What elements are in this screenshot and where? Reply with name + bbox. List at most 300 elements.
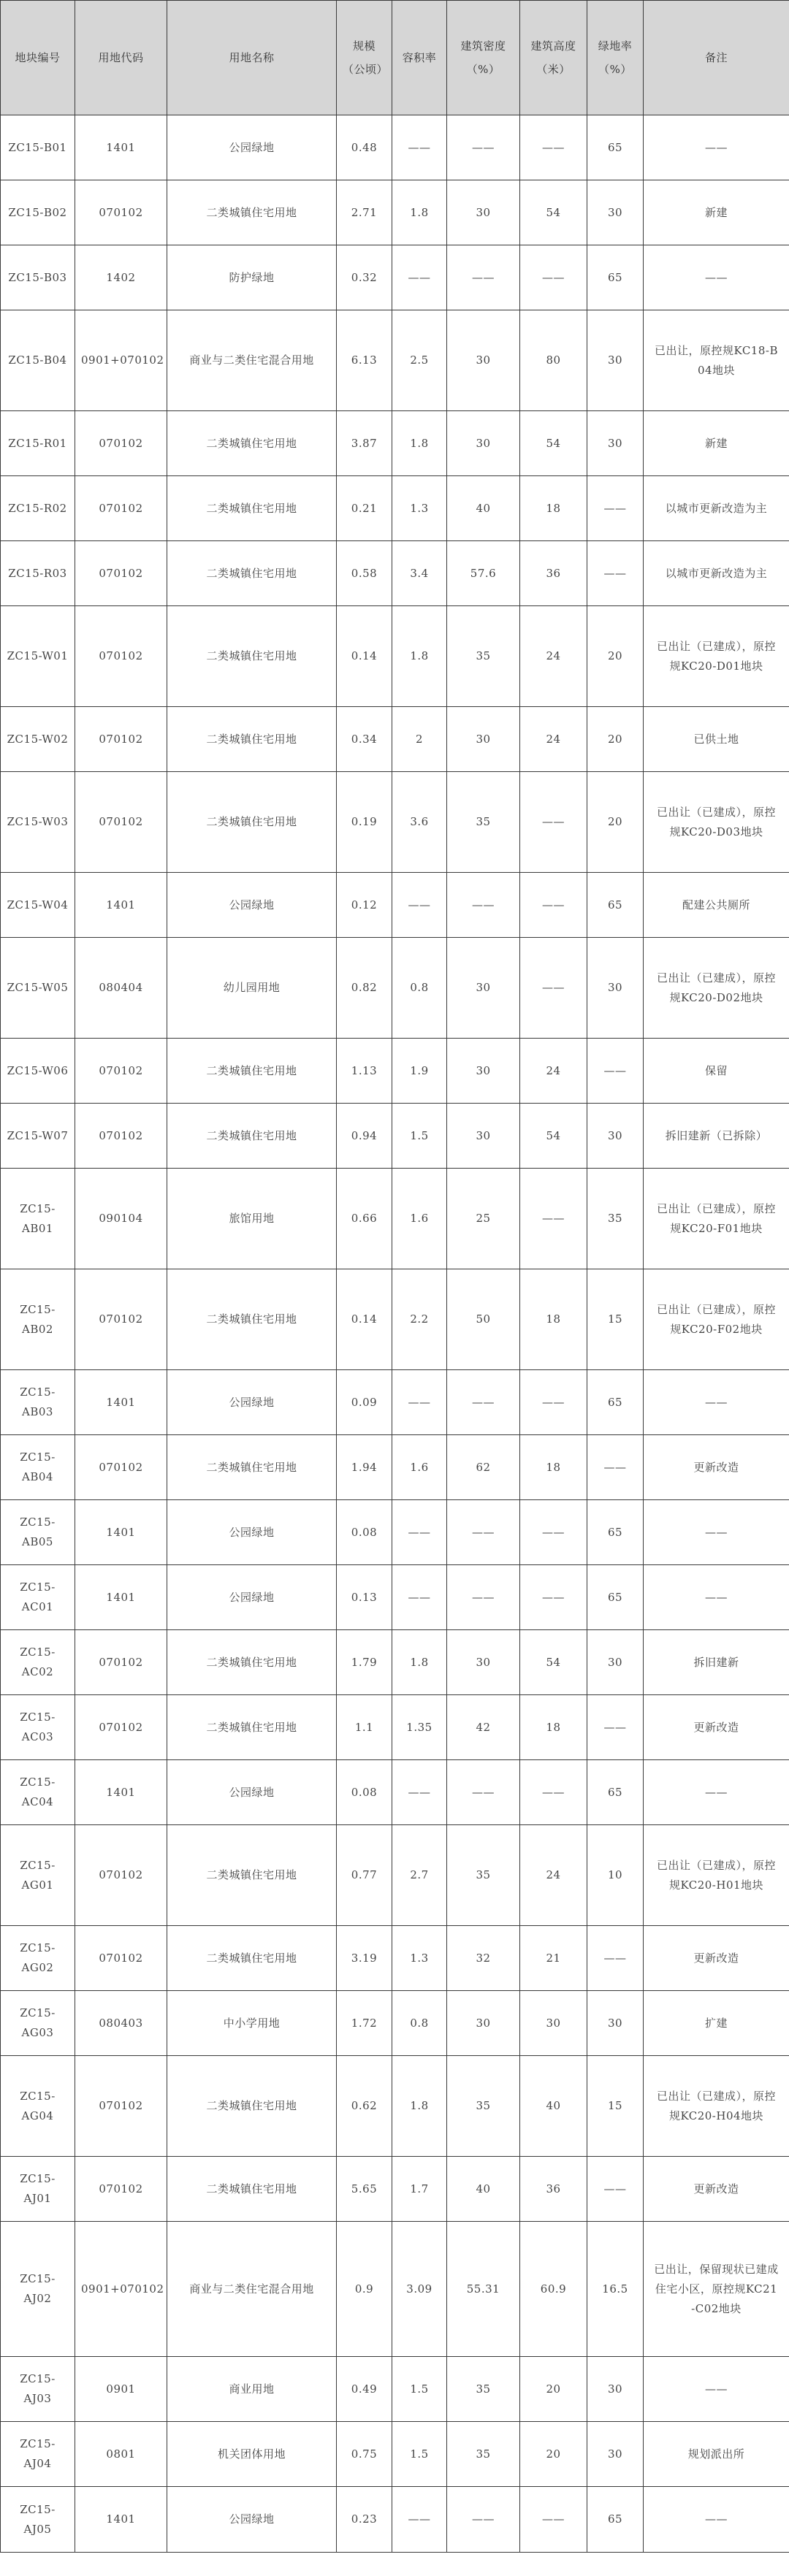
cell-plot-no: ZC15-R02 [1,476,75,541]
cell-area: 0.12 [337,873,392,938]
cell-remark: —— [644,2487,789,2553]
table-row [1,1435,789,1500]
cell-remark: 新建 [644,411,789,476]
table-row [1,115,789,180]
cell-remark: —— [644,115,789,180]
cell-area: 0.75 [337,2422,392,2487]
cell-land-name: 二类城镇住宅用地 [167,1630,337,1695]
cell-height: 30 [520,1991,587,2056]
cell-land-code: 0801 [75,2422,167,2487]
table-row [1,938,789,1039]
cell-land-code: 1401 [75,1565,167,1630]
cell-remark: 更新改造 [644,1926,789,1991]
table-row [1,2487,789,2553]
cell-far: —— [392,115,447,180]
cell-height: 36 [520,2157,587,2222]
cell-green: 20 [587,707,644,772]
cell-area: 0.49 [337,2357,392,2422]
cell-green: 30 [587,938,644,1039]
cell-plot-no: ZC15-W04 [1,873,75,938]
cell-green: 35 [587,1169,644,1269]
cell-area: 0.66 [337,1169,392,1269]
cell-area: 1.94 [337,1435,392,1500]
table-row [1,1269,789,1370]
cell-land-code: 070102 [75,411,167,476]
cell-area: 3.19 [337,1926,392,1991]
cell-far: —— [392,1760,447,1825]
cell-land-code: 070102 [75,1926,167,1991]
table-row [1,1760,789,1825]
cell-far: —— [392,1370,447,1435]
cell-land-name: 二类城镇住宅用地 [167,541,337,606]
cell-height: —— [520,245,587,310]
cell-remark: 已出让（已建成），原控规KC20-F02地块 [644,1269,789,1370]
cell-height: 54 [520,1104,587,1169]
table-row [1,1500,789,1565]
cell-height: 24 [520,1039,587,1104]
cell-density: 57.6 [447,541,520,606]
cell-plot-no: ZC15-R01 [1,411,75,476]
cell-height: —— [520,938,587,1039]
cell-land-name: 二类城镇住宅用地 [167,1435,337,1500]
cell-plot-no: ZC15-AC04 [1,1760,75,1825]
cell-plot-no: ZC15-B02 [1,180,75,245]
cell-remark: —— [644,1760,789,1825]
cell-land-name: 机关团体用地 [167,2422,337,2487]
cell-height: —— [520,772,587,873]
cell-far: 1.6 [392,1435,447,1500]
cell-green: —— [587,1695,644,1760]
header-density-unit: （%） [466,63,500,76]
cell-area: 0.23 [337,2487,392,2553]
cell-density: 30 [447,707,520,772]
cell-height: —— [520,1760,587,1825]
cell-far: 1.3 [392,476,447,541]
cell-remark: —— [644,245,789,310]
table-row [1,411,789,476]
cell-far: 1.5 [392,1104,447,1169]
table-row [1,180,789,245]
table-row [1,1926,789,1991]
cell-height: 40 [520,2056,587,2157]
cell-height: 80 [520,310,587,411]
cell-density: 42 [447,1695,520,1760]
cell-land-name: 二类城镇住宅用地 [167,476,337,541]
cell-land-code: 070102 [75,1104,167,1169]
table-row [1,2157,789,2222]
table-row [1,541,789,606]
header-row [1,1,789,115]
cell-height: 18 [520,1435,587,1500]
cell-height: —— [520,1500,587,1565]
cell-green: 65 [587,1500,644,1565]
cell-remark: —— [644,2357,789,2422]
cell-density: 55.31 [447,2222,520,2357]
cell-area: 0.82 [337,938,392,1039]
cell-green: 30 [587,2422,644,2487]
cell-density: —— [447,1500,520,1565]
cell-green: —— [587,2157,644,2222]
cell-far: —— [392,245,447,310]
table-row [1,1565,789,1630]
table-row [1,1104,789,1169]
cell-height: —— [520,115,587,180]
cell-far: 2.2 [392,1269,447,1370]
cell-area: 0.62 [337,2056,392,2157]
cell-area: 0.77 [337,1825,392,1926]
cell-land-name: 二类城镇住宅用地 [167,1104,337,1169]
cell-remark: 更新改造 [644,2157,789,2222]
cell-remark: 已出让（已建成），原控规KC20-D01地块 [644,606,789,707]
cell-density: 35 [447,2357,520,2422]
cell-land-name: 公园绿地 [167,2487,337,2553]
cell-land-code: 070102 [75,1630,167,1695]
cell-land-name: 中小学用地 [167,1991,337,2056]
cell-plot-no: ZC15-B01 [1,115,75,180]
cell-height: 54 [520,180,587,245]
table-row [1,1169,789,1269]
cell-green: 65 [587,245,644,310]
cell-land-code: 070102 [75,707,167,772]
cell-density: 30 [447,938,520,1039]
cell-far: 1.35 [392,1695,447,1760]
table-header [1,1,789,115]
cell-far: 3.6 [392,772,447,873]
cell-far: 1.5 [392,2422,447,2487]
cell-density: 35 [447,2422,520,2487]
cell-green: 20 [587,772,644,873]
cell-density: —— [447,115,520,180]
cell-area: 0.09 [337,1370,392,1435]
cell-plot-no: ZC15-W07 [1,1104,75,1169]
cell-plot-no: ZC15-AJ05 [1,2487,75,2553]
cell-far: 1.7 [392,2157,447,2222]
cell-green: 15 [587,1269,644,1370]
header-height-label: 建筑高度 [530,39,576,53]
cell-plot-no: ZC15-AG04 [1,2056,75,2157]
cell-land-code: 1401 [75,1760,167,1825]
cell-area: 0.19 [337,772,392,873]
cell-land-name: 公园绿地 [167,115,337,180]
cell-green: 65 [587,873,644,938]
table-row [1,476,789,541]
header-scale-label: 规模 [352,39,376,53]
cell-green: —— [587,1435,644,1500]
table-row [1,1370,789,1435]
header-far: 容积率 [392,1,447,115]
table-row [1,707,789,772]
header-remark: 备注 [644,1,789,115]
cell-land-name: 公园绿地 [167,1760,337,1825]
cell-height: —— [520,2487,587,2553]
cell-remark: —— [644,1500,789,1565]
cell-area: 1.1 [337,1695,392,1760]
cell-density: 35 [447,772,520,873]
cell-green: 30 [587,2357,644,2422]
cell-green: 30 [587,1991,644,2056]
cell-green: 30 [587,1630,644,1695]
cell-land-code: 080404 [75,938,167,1039]
cell-plot-no: ZC15-B03 [1,245,75,310]
cell-land-name: 商业与二类住宅混合用地 [167,310,337,411]
header-scale-unit: （公顷） [343,63,389,76]
cell-height: 54 [520,1630,587,1695]
cell-density: 35 [447,2056,520,2157]
cell-remark: 更新改造 [644,1695,789,1760]
cell-remark: 已出让，保留现状已建成住宅小区，原控规KC21-C02地块 [644,2222,789,2357]
cell-area: 0.14 [337,1269,392,1370]
cell-land-code: 070102 [75,1039,167,1104]
cell-land-code: 070102 [75,541,167,606]
cell-plot-no: ZC15-W05 [1,938,75,1039]
cell-land-name: 公园绿地 [167,873,337,938]
header-plot-no: 地块编号 [1,1,75,115]
cell-land-code: 1401 [75,1370,167,1435]
cell-density: 25 [447,1169,520,1269]
cell-area: 0.14 [337,606,392,707]
cell-land-name: 公园绿地 [167,1370,337,1435]
cell-height: 18 [520,1695,587,1760]
cell-plot-no: ZC15-AC03 [1,1695,75,1760]
cell-area: 0.13 [337,1565,392,1630]
cell-land-code: 0901+070102 [75,310,167,411]
cell-density: 30 [447,1630,520,1695]
cell-land-name: 二类城镇住宅用地 [167,1695,337,1760]
header-green-unit: （%） [598,63,632,76]
cell-land-name: 二类城镇住宅用地 [167,2056,337,2157]
cell-height: —— [520,1370,587,1435]
cell-area: 6.13 [337,310,392,411]
cell-land-code: 090104 [75,1169,167,1269]
cell-land-code: 1401 [75,2487,167,2553]
cell-height: 20 [520,2357,587,2422]
cell-density: 50 [447,1269,520,1370]
table-row [1,772,789,873]
cell-far: 1.8 [392,411,447,476]
table-row [1,245,789,310]
cell-land-code: 080403 [75,1991,167,2056]
cell-plot-no: ZC15-AJ01 [1,2157,75,2222]
cell-land-code: 070102 [75,772,167,873]
cell-far: 3.4 [392,541,447,606]
cell-density: 32 [447,1926,520,1991]
cell-land-code: 070102 [75,1435,167,1500]
cell-height: 54 [520,411,587,476]
cell-remark: 更新改造 [644,1435,789,1500]
cell-plot-no: ZC15-R03 [1,541,75,606]
cell-land-name: 公园绿地 [167,1500,337,1565]
table-row [1,2357,789,2422]
cell-density: 30 [447,1991,520,2056]
cell-green: 65 [587,2487,644,2553]
cell-green: 65 [587,115,644,180]
cell-land-code: 070102 [75,1695,167,1760]
cell-density: —— [447,1370,520,1435]
cell-area: 0.94 [337,1104,392,1169]
cell-green: —— [587,476,644,541]
table-row [1,1991,789,2056]
cell-area: 0.58 [337,541,392,606]
cell-land-code: 1401 [75,115,167,180]
cell-land-name: 防护绿地 [167,245,337,310]
cell-far: 1.8 [392,606,447,707]
cell-green: 65 [587,1370,644,1435]
cell-remark: 拆旧建新（已拆除） [644,1104,789,1169]
header-density-label: 建筑密度 [460,39,506,53]
cell-far: 0.8 [392,938,447,1039]
cell-land-code: 070102 [75,606,167,707]
table-row [1,310,789,411]
cell-land-code: 070102 [75,2157,167,2222]
cell-area: 0.48 [337,115,392,180]
cell-height: —— [520,1565,587,1630]
cell-plot-no: ZC15-AG01 [1,1825,75,1926]
cell-remark: 以城市更新改造为主 [644,541,789,606]
cell-plot-no: ZC15-W01 [1,606,75,707]
cell-height: 24 [520,707,587,772]
cell-plot-no: ZC15-AC02 [1,1630,75,1695]
cell-plot-no: ZC15-W02 [1,707,75,772]
cell-land-name: 二类城镇住宅用地 [167,707,337,772]
cell-land-name: 二类城镇住宅用地 [167,606,337,707]
cell-far: 1.8 [392,1630,447,1695]
cell-density: 30 [447,1104,520,1169]
cell-land-name: 二类城镇住宅用地 [167,1926,337,1991]
cell-remark: 已供土地 [644,707,789,772]
cell-land-code: 1402 [75,245,167,310]
header-density [447,1,520,115]
header-height [520,1,587,115]
header-scale [337,1,392,115]
cell-far: 2.7 [392,1825,447,1926]
cell-height: 21 [520,1926,587,1991]
cell-density: 40 [447,476,520,541]
header-land-code: 用地代码 [75,1,167,115]
table-row [1,1039,789,1104]
header-green-label: 绿地率 [598,39,633,53]
cell-plot-no: ZC15-W06 [1,1039,75,1104]
cell-density: 35 [447,1825,520,1926]
cell-green: 10 [587,1825,644,1926]
cell-land-code: 070102 [75,1825,167,1926]
cell-area: 0.34 [337,707,392,772]
cell-plot-no: ZC15-AG03 [1,1991,75,2056]
cell-plot-no: ZC15-AB04 [1,1435,75,1500]
cell-density: 30 [447,411,520,476]
table-row [1,1695,789,1760]
cell-far: 1.9 [392,1039,447,1104]
cell-density: —— [447,245,520,310]
cell-area: 0.9 [337,2222,392,2357]
cell-plot-no: ZC15-AB02 [1,1269,75,1370]
cell-area: 1.72 [337,1991,392,2056]
cell-land-name: 二类城镇住宅用地 [167,180,337,245]
cell-plot-no: ZC15-AG02 [1,1926,75,1991]
cell-far: 1.8 [392,2056,447,2157]
cell-density: —— [447,2487,520,2553]
cell-land-name: 商业与二类住宅混合用地 [167,2222,337,2357]
cell-land-name: 公园绿地 [167,1565,337,1630]
cell-far: —— [392,1565,447,1630]
cell-remark: 已出让（已建成），原控规KC20-H04地块 [644,2056,789,2157]
cell-land-code: 070102 [75,476,167,541]
cell-remark: 已出让（已建成），原控规KC20-D02地块 [644,938,789,1039]
cell-height: —— [520,1169,587,1269]
cell-far: 3.09 [392,2222,447,2357]
cell-area: 0.08 [337,1500,392,1565]
cell-area: 5.65 [337,2157,392,2222]
cell-area: 3.87 [337,411,392,476]
cell-area: 0.32 [337,245,392,310]
cell-remark: 配建公共厕所 [644,873,789,938]
cell-green: 20 [587,606,644,707]
cell-density: 62 [447,1435,520,1500]
cell-green: 30 [587,411,644,476]
cell-green: 65 [587,1565,644,1630]
header-land-name: 用地名称 [167,1,337,115]
cell-plot-no: ZC15-AC01 [1,1565,75,1630]
cell-remark: 已出让（已建成），原控规KC20-F01地块 [644,1169,789,1269]
table-row [1,2222,789,2357]
cell-far: 1.3 [392,1926,447,1991]
cell-green: 30 [587,310,644,411]
cell-density: 40 [447,2157,520,2222]
cell-remark: 已出让（已建成），原控规KC20-D03地块 [644,772,789,873]
header-green [587,1,644,115]
table-row [1,1630,789,1695]
cell-density: —— [447,1760,520,1825]
cell-density: 35 [447,606,520,707]
cell-plot-no: ZC15-AB03 [1,1370,75,1435]
cell-land-name: 幼儿园用地 [167,938,337,1039]
cell-green: 30 [587,1104,644,1169]
cell-remark: 已出让（已建成），原控规KC20-H01地块 [644,1825,789,1926]
cell-land-name: 二类城镇住宅用地 [167,411,337,476]
table-row [1,873,789,938]
cell-land-name: 二类城镇住宅用地 [167,772,337,873]
cell-plot-no: ZC15-AJ02 [1,2222,75,2357]
cell-green: 65 [587,1760,644,1825]
cell-green: —— [587,1039,644,1104]
cell-area: 0.08 [337,1760,392,1825]
cell-far: 0.8 [392,1991,447,2056]
cell-height: 36 [520,541,587,606]
cell-remark: 保留 [644,1039,789,1104]
cell-height: 18 [520,476,587,541]
cell-far: 1.8 [392,180,447,245]
cell-green: 30 [587,180,644,245]
cell-remark: 以城市更新改造为主 [644,476,789,541]
cell-far: —— [392,873,447,938]
cell-land-code: 070102 [75,180,167,245]
cell-remark: 拆旧建新 [644,1630,789,1695]
cell-area: 2.71 [337,180,392,245]
cell-land-name: 二类城镇住宅用地 [167,1269,337,1370]
cell-plot-no: ZC15-AB01 [1,1169,75,1269]
cell-far: 2.5 [392,310,447,411]
cell-green: 16.5 [587,2222,644,2357]
cell-land-code: 1401 [75,873,167,938]
cell-far: 1.6 [392,1169,447,1269]
cell-remark: 规划派出所 [644,2422,789,2487]
table-row [1,2422,789,2487]
cell-area: 1.13 [337,1039,392,1104]
cell-density: 30 [447,180,520,245]
cell-remark: —— [644,1370,789,1435]
cell-height: 24 [520,606,587,707]
cell-density: —— [447,1565,520,1630]
cell-land-name: 旅馆用地 [167,1169,337,1269]
